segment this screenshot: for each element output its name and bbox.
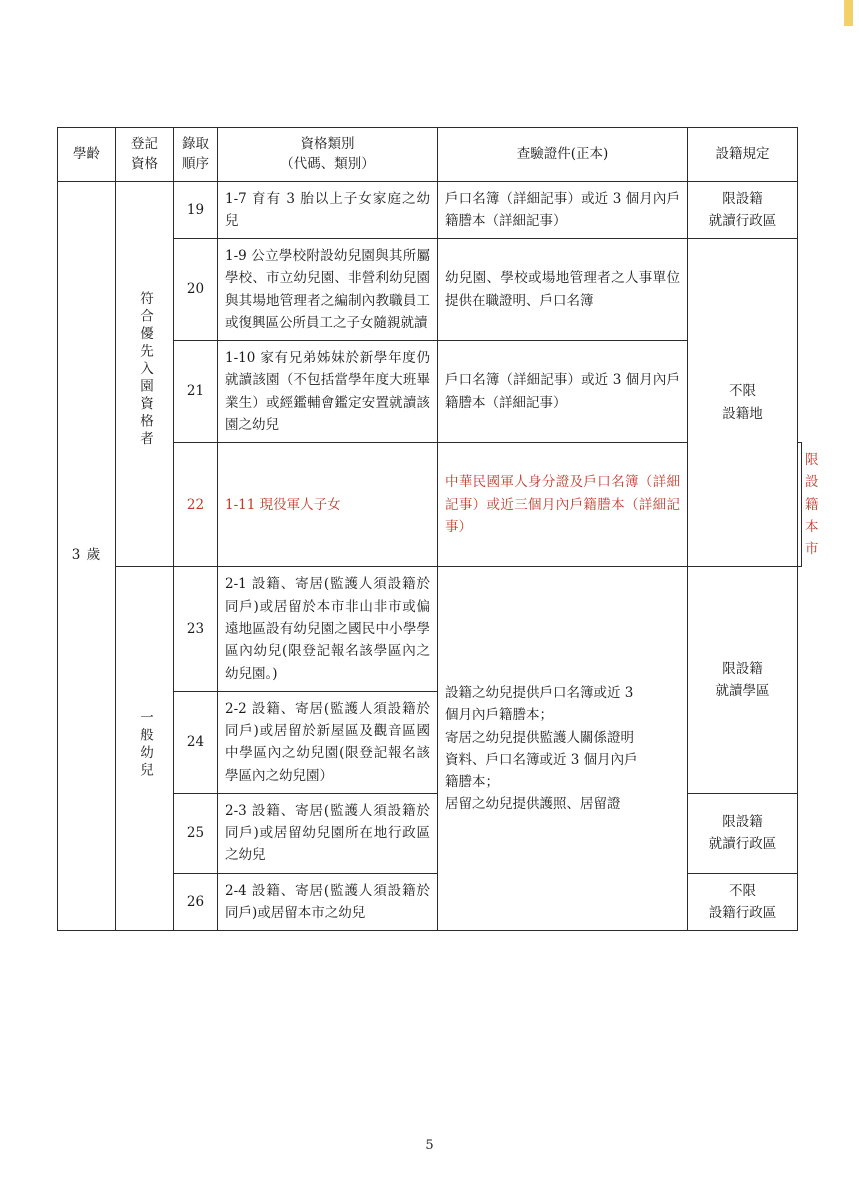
cell-group-priority xyxy=(116,181,174,567)
cell-rule-22: 限設籍 本市 xyxy=(798,443,802,567)
enrollment-table-container xyxy=(57,127,819,931)
cell-type-19: 1-7 育有 3 胎以上子女家庭之幼兒 xyxy=(218,181,438,239)
header-residency-rule: 設籍規定 xyxy=(688,128,798,182)
group-label-priority: 符合優先入園資格者 xyxy=(136,291,153,449)
cell-order-23: 23 xyxy=(174,567,218,691)
header-documents: 查驗證件(正本) xyxy=(438,128,688,182)
cell-age-3 xyxy=(58,181,116,931)
cell-order-26: 26 xyxy=(174,873,218,931)
header-registration-line2: 資格 xyxy=(131,156,158,173)
cell-order-20: 20 xyxy=(174,239,218,341)
cell-order-25: 25 xyxy=(174,793,218,873)
cell-rule-priority-merged: 不限 設籍地 xyxy=(688,239,798,567)
cell-group-general xyxy=(116,567,174,931)
header-registration-line1: 登記 xyxy=(131,136,158,152)
cell-type-23: 2-1 設籍、寄居(監護人須設籍於同戶)或居留於本市非山非市或偏遠地區設有幼兒園之國民中小學學區內幼兒(限登記報名該學區內之幼兒園。) xyxy=(218,567,438,691)
header-order-line2: 順序 xyxy=(182,156,209,173)
header-qualification-type xyxy=(218,128,438,182)
enrollment-table xyxy=(57,127,819,931)
age-label: 3 歲 xyxy=(71,547,102,564)
header-order-line1: 錄取 xyxy=(182,136,209,152)
cell-type-24: 2-2 設籍、寄居(監護人須設籍於同戶)或居留於新屋區及觀音區國中學區內之幼兒園(限登記報名該學區內之幼兒園） xyxy=(218,691,438,793)
cell-type-25: 2-3 設籍、寄居(監護人須設籍於同戶)或居留幼兒園所在地行政區之幼兒 xyxy=(218,793,438,873)
header-qualification-type-line2: （代碼、類別） xyxy=(280,156,375,173)
cell-order-22: 22 xyxy=(174,443,218,567)
corner-artifact xyxy=(844,0,853,26)
table-row xyxy=(58,181,802,239)
header-age: 學齡 xyxy=(58,128,116,182)
cell-order-19: 19 xyxy=(174,181,218,239)
cell-order-24: 24 xyxy=(174,691,218,793)
cell-documents-19: 戶口名簿（詳細記事）或近 3 個月內戶籍謄本（詳細記事） xyxy=(438,181,688,239)
header-registration-qualification xyxy=(116,128,174,182)
cell-documents-22: 中華民國軍人身分證及戶口名簿（詳細記事）或近三個月內戶籍謄本（詳細記事） xyxy=(438,443,688,567)
cell-type-21: 1-10 家有兄弟姊妹於新學年度仍就讀該園（不包括當學年度大班畢業生）或經鑑輔會鑑定安置就讀該園之幼兒 xyxy=(218,341,438,443)
group-label-general: 一般幼兒 xyxy=(136,709,153,780)
cell-rule-25: 限設籍 就讀行政區 xyxy=(688,793,798,873)
header-admission-order xyxy=(174,128,218,182)
cell-rule-school-zone: 限設籍 就讀學區 xyxy=(688,567,798,793)
cell-rule-19: 限設籍 就讀行政區 xyxy=(688,181,798,239)
cell-documents-general-merged: 設籍之幼兒提供戶口名簿或近 3 個月內戶籍謄本； 寄居之幼兒提供監護人關係證明 資料、戶口名簿或近 3 個月內戶 籍謄本； 居留之幼兒提供護照、居留證 xyxy=(438,567,688,931)
table-header-row xyxy=(58,128,802,182)
cell-documents-20: 幼兒園、學校或場地管理者之人事單位提供在職證明、戶口名簿 xyxy=(438,239,688,341)
cell-rule-26: 不限 設籍行政區 xyxy=(688,873,798,931)
cell-type-20: 1-9 公立學校附設幼兒園與其所屬學校、市立幼兒園、非營利幼兒園與其場地管理者之編制內教職員工或復興區公所員工之子女隨親就讀 xyxy=(218,239,438,341)
cell-order-21: 21 xyxy=(174,341,218,443)
page-number: 5 xyxy=(425,1138,434,1153)
cell-documents-21: 戶口名簿（詳細記事）或近 3 個月內戶籍謄本（詳細記事） xyxy=(438,341,688,443)
cell-type-26: 2-4 設籍、寄居(監護人須設籍於同戶)或居留本市之幼兒 xyxy=(218,873,438,931)
table-row xyxy=(58,567,802,691)
header-qualification-type-line1: 資格類別 xyxy=(300,136,355,152)
cell-type-22: 1-11 現役軍人子女 xyxy=(218,443,438,567)
